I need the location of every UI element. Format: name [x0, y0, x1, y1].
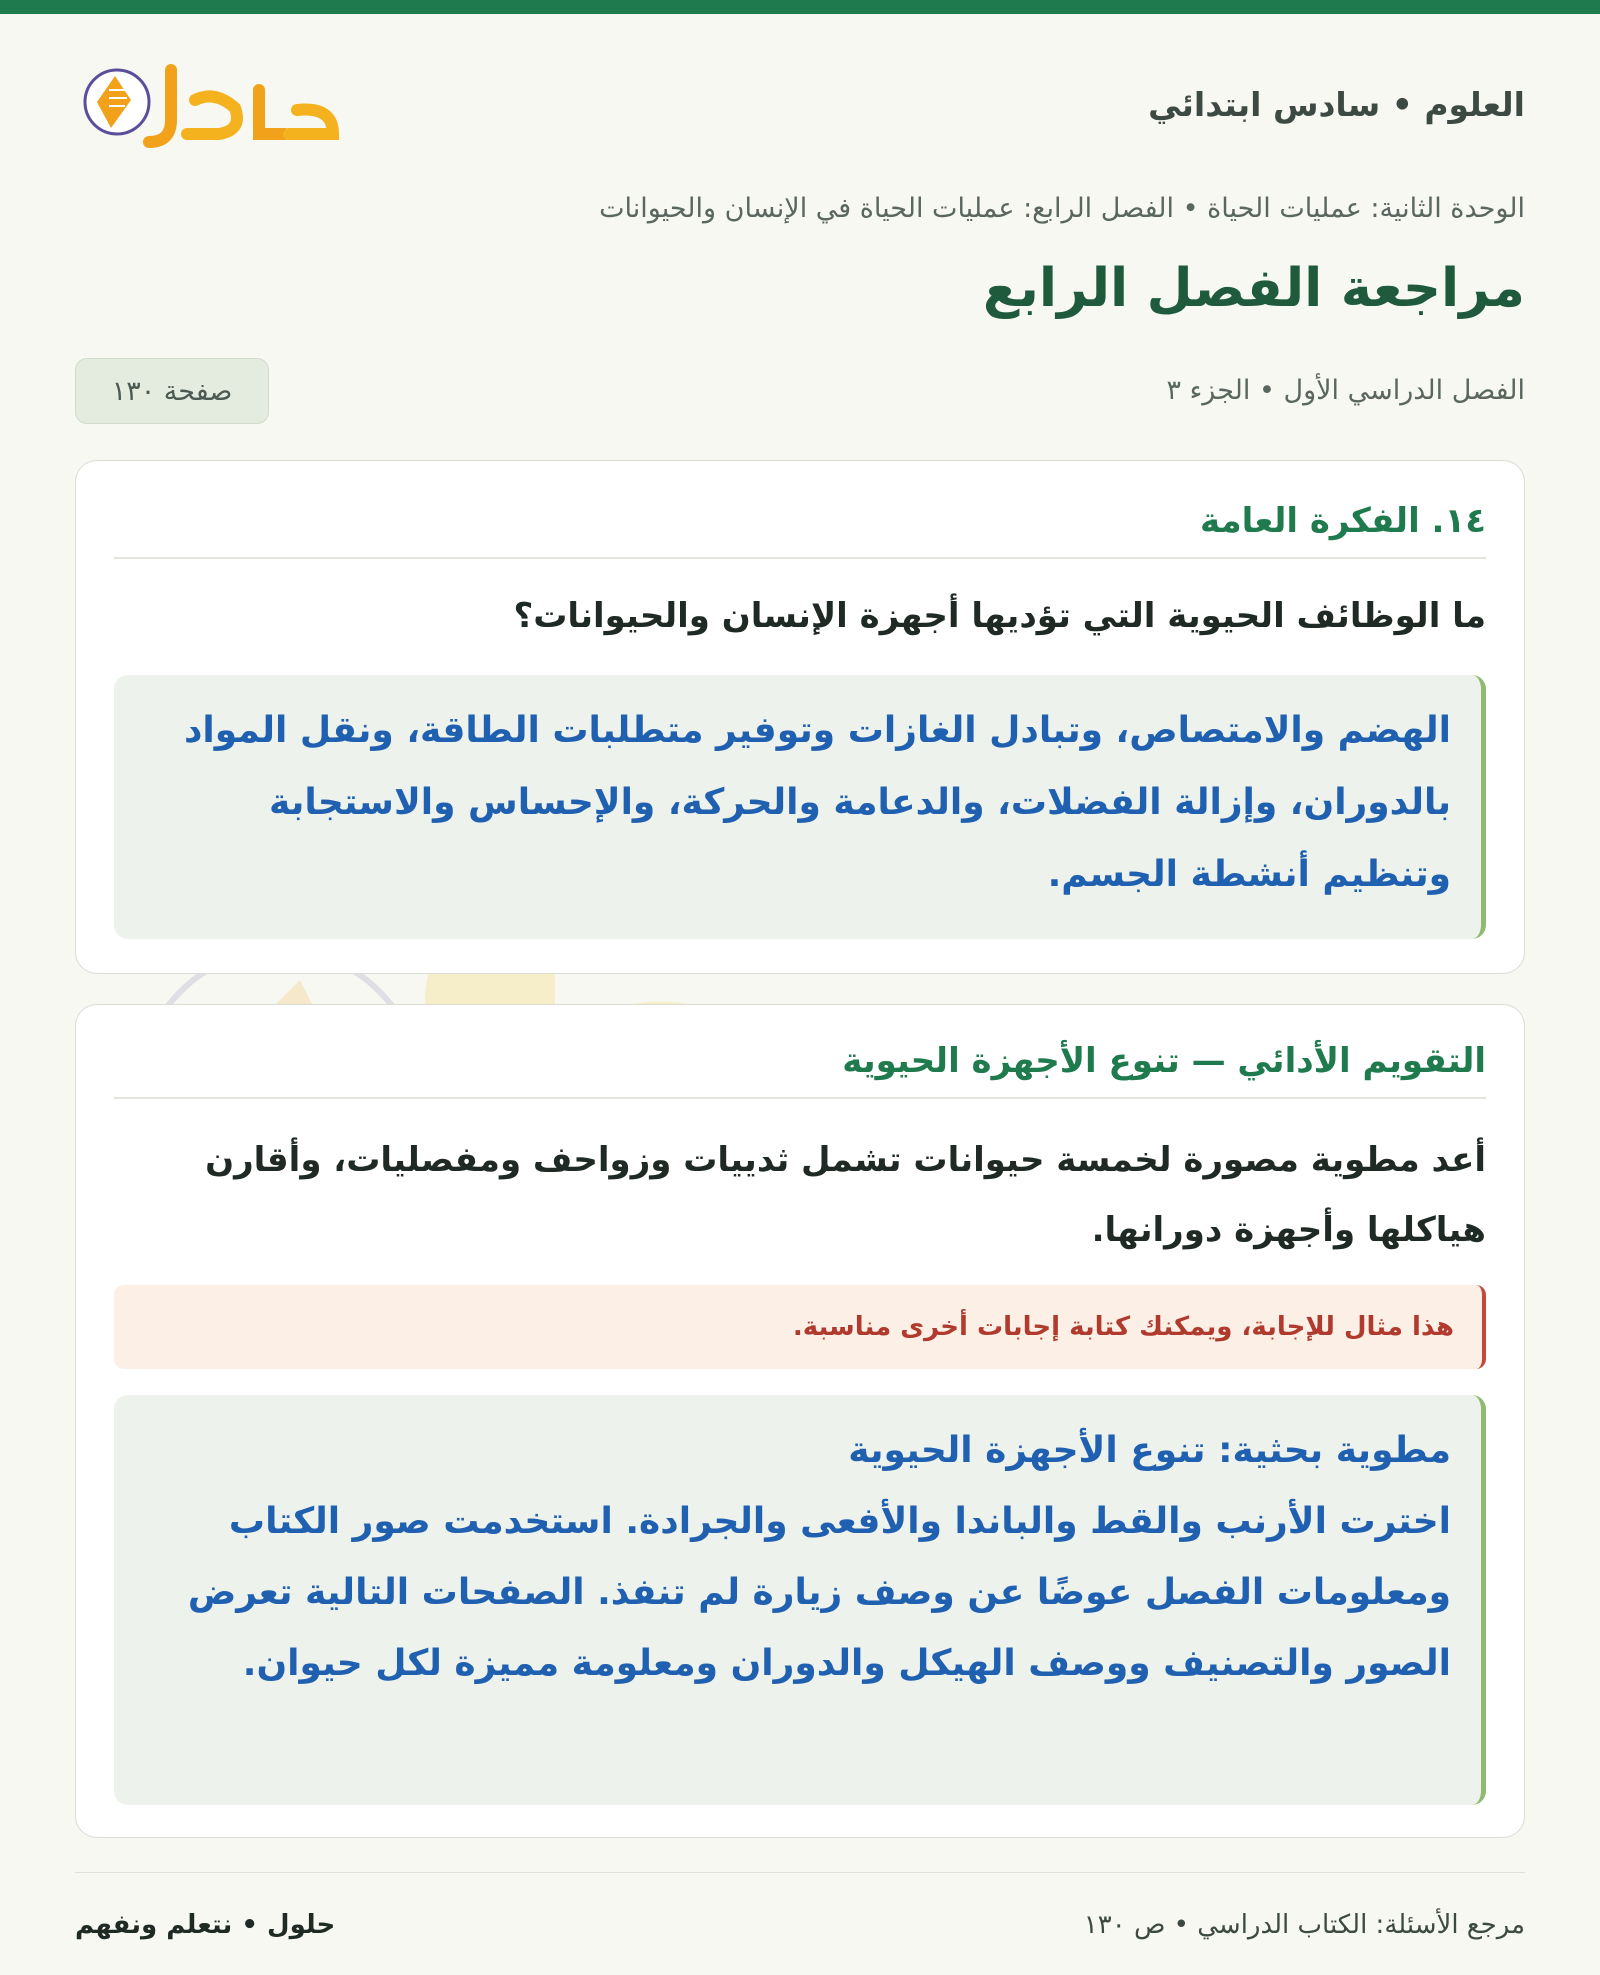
page-header	[75, 40, 1525, 170]
subject-label: العلوم • سادس ابتدائي	[1148, 85, 1525, 124]
answer-box: الهضم والامتصاص، وتبادل الغازات وتوفير متطلبات الطاقة، ونقل المواد بالدوران، وإزالة الفضلات، والدعامة والحركة، والإحساس والاستجابة وتنظيم أنشطة الجسم.	[114, 675, 1486, 939]
card-heading: ١٤. الفكرة العامة	[114, 501, 1486, 559]
footer-brand: حلول • نتعلم ونفهم	[75, 1910, 336, 1940]
card-heading: التقويم الأدائي — تنوع الأجهزة الحيوية	[114, 1041, 1486, 1099]
footer-divider	[75, 1872, 1525, 1873]
page-title: مراجعة الفصل الرابع	[982, 258, 1525, 319]
example-answer-note: هذا مثال للإجابة، ويمكنك كتابة إجابات أخرى مناسبة.	[114, 1285, 1486, 1369]
page-number-badge: صفحة ١٣٠	[75, 358, 269, 424]
question-card-general-idea	[75, 460, 1525, 974]
footer-reference: مرجع الأسئلة: الكتاب الدراسي • ص ١٣٠	[1083, 1910, 1525, 1940]
question-card-performance-assessment	[75, 1004, 1525, 1838]
answer-box	[114, 1395, 1486, 1805]
question-text: أعد مطوية مصورة لخمسة حيوانات تشمل ثدييات وزواحف ومفصليات، وأقارن هياكلها وأجهزة دورانها.	[205, 1140, 1486, 1250]
breadcrumb: الوحدة الثانية: عمليات الحياة • الفصل الرابع: عمليات الحياة في الإنسان والحيوانات	[599, 193, 1525, 224]
question-text: ما الوظائف الحيوية التي تؤديها أجهزة الإنسان والحيوانات؟	[513, 596, 1486, 636]
answer-title: مطوية بحثية: تنوع الأجهزة الحيوية	[848, 1430, 1451, 1471]
semester-meta: الفصل الدراسي الأول • الجزء ٣	[1166, 375, 1525, 406]
answer-body: اخترت الأرنب والقط والباندا والأفعى والجرادة. استخدمت صور الكتاب ومعلومات الفصل عوضًا عن وصف زيارة لم تنفذ. الصفحات التالية تعرض الصور والتصنيف ووصف الهيكل والدوران ومعلومة مميزة لكل حيوان.	[187, 1501, 1451, 1684]
hulul-logo	[75, 50, 345, 160]
top-accent-bar	[0, 0, 1600, 14]
